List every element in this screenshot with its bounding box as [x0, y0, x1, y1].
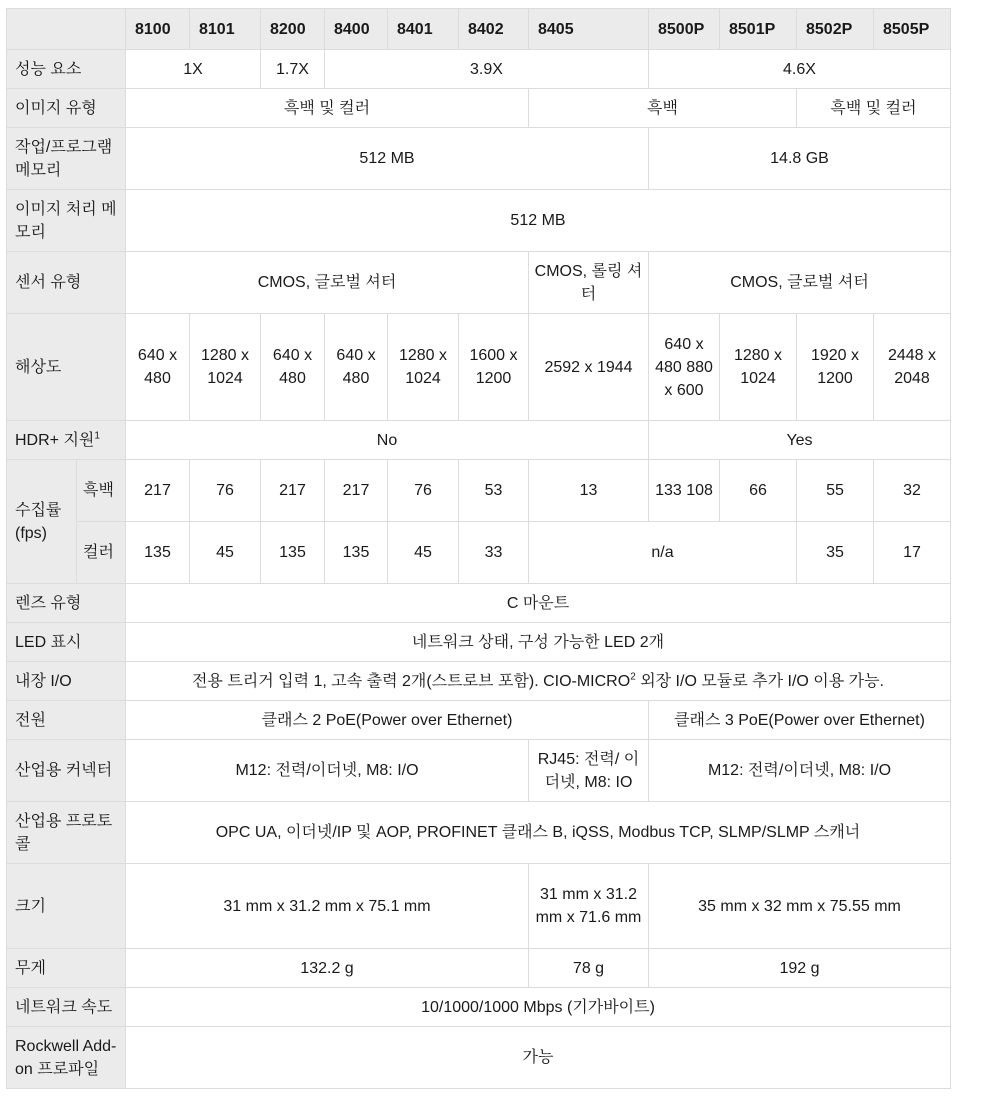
- cell-value: C 마운트: [126, 584, 951, 623]
- model-header: 8100: [126, 9, 190, 50]
- cell-value: 217: [325, 460, 388, 522]
- cell-value: n/a: [529, 522, 797, 584]
- cell-value: 1280 x 1024: [190, 314, 261, 421]
- row-label: 크기: [7, 864, 126, 949]
- model-header: 8401: [388, 9, 459, 50]
- model-header: 8400: [325, 9, 388, 50]
- cell-value: 35 mm x 32 mm x 75.55 mm: [649, 864, 951, 949]
- cell-value: 흑백: [529, 89, 797, 128]
- lens-row: [7, 584, 951, 623]
- cell-value: 640 x 480 880 x 600: [649, 314, 720, 421]
- cell-value: 31 mm x 31.2 mm x 71.6 mm: [529, 864, 649, 949]
- footnote-marker: 2: [630, 671, 636, 683]
- header-row: [7, 9, 951, 50]
- cell-value: 133 108: [649, 460, 720, 522]
- cell-value: RJ45: 전력/ 이더넷, M8: IO: [529, 740, 649, 802]
- cell-value: 135: [126, 522, 190, 584]
- cell-value: 31 mm x 31.2 mm x 75.1 mm: [126, 864, 529, 949]
- row-label: 작업/프로그램 메모리: [7, 128, 126, 190]
- cell-value: CMOS, 글로벌 셔터: [649, 252, 951, 314]
- hdr-row: [7, 421, 951, 460]
- hdr-label-text: HDR+ 지원: [15, 431, 95, 449]
- cell-value: No: [126, 421, 649, 460]
- cell-value: 32: [874, 460, 951, 522]
- performance-row: [7, 50, 951, 89]
- cell-value: 네트워크 상태, 구성 가능한 LED 2개: [126, 623, 951, 662]
- fps-color-row: [7, 522, 951, 584]
- model-header: 8101: [190, 9, 261, 50]
- cell-value: 17: [874, 522, 951, 584]
- resolution-row: [7, 314, 951, 421]
- size-row: [7, 864, 951, 949]
- cell-value: 가능: [126, 1027, 951, 1089]
- row-label: 이미지 유형: [7, 89, 126, 128]
- cell-value: 66: [720, 460, 797, 522]
- cell-value: 132.2 g: [126, 949, 529, 988]
- model-header: 8200: [261, 9, 325, 50]
- cell-value: 78 g: [529, 949, 649, 988]
- cell-value: 4.6X: [649, 50, 951, 89]
- cell-value: 2448 x 2048: [874, 314, 951, 421]
- cell-value: 클래스 2 PoE(Power over Ethernet): [126, 701, 649, 740]
- sub-row-label: 흑백: [77, 460, 126, 522]
- row-label: LED 표시: [7, 623, 126, 662]
- cell-value: 1280 x 1024: [388, 314, 459, 421]
- cell-value: 1.7X: [261, 50, 325, 89]
- cell-value: 45: [388, 522, 459, 584]
- led-row: [7, 623, 951, 662]
- cell-value: [126, 662, 951, 701]
- cell-value: CMOS, 글로벌 셔터: [126, 252, 529, 314]
- spec-table: [6, 8, 951, 1089]
- row-label: 렌즈 유형: [7, 584, 126, 623]
- cell-value: 13: [529, 460, 649, 522]
- sensor-row: [7, 252, 951, 314]
- cell-value: 1X: [126, 50, 261, 89]
- protocol-row: [7, 802, 951, 864]
- row-label: 성능 요소: [7, 50, 126, 89]
- cell-value: 10/1000/1000 Mbps (기가바이트): [126, 988, 951, 1027]
- row-label: 이미지 처리 메모리: [7, 190, 126, 252]
- footnote-marker: 1: [94, 430, 100, 442]
- cell-value: 3.9X: [325, 50, 649, 89]
- io-text-tail: 외장 I/O 모듈로 추가 I/O 이용 가능.: [635, 672, 885, 690]
- model-header: 8501P: [720, 9, 797, 50]
- cell-value: OPC UA, 이더넷/IP 및 AOP, PROFINET 클래스 B, iQSS, Modbus TCP, SLMP/SLMP 스캐너: [126, 802, 951, 864]
- cell-value: 2592 x 1944: [529, 314, 649, 421]
- cell-value: 45: [190, 522, 261, 584]
- cell-value: 1920 x 1200: [797, 314, 874, 421]
- power-row: [7, 701, 951, 740]
- row-label: Rockwell Add-on 프로파일: [7, 1027, 126, 1089]
- cell-value: 640 x 480: [126, 314, 190, 421]
- weight-row: [7, 949, 951, 988]
- cell-value: 1280 x 1024: [720, 314, 797, 421]
- row-label: 네트워크 속도: [7, 988, 126, 1027]
- work-memory-row: [7, 128, 951, 190]
- model-header: 8402: [459, 9, 529, 50]
- header-corner: [7, 9, 126, 50]
- cell-value: 192 g: [649, 949, 951, 988]
- cell-value: CMOS, 롤링 셔터: [529, 252, 649, 314]
- cell-value: 클래스 3 PoE(Power over Ethernet): [649, 701, 951, 740]
- cell-value: 55: [797, 460, 874, 522]
- model-header: 8505P: [874, 9, 951, 50]
- cell-value: M12: 전력/이더넷, M8: I/O: [649, 740, 951, 802]
- addon-row: [7, 1027, 951, 1089]
- model-header: 8502P: [797, 9, 874, 50]
- cell-value: 135: [325, 522, 388, 584]
- network-row: [7, 988, 951, 1027]
- io-text: 전용 트리거 입력 1, 고속 출력 2개(스트로브 포함). CIO-MICRO: [191, 672, 631, 690]
- row-label: [7, 421, 126, 460]
- cell-value: 흑백 및 컬러: [797, 89, 951, 128]
- row-label: 해상도: [7, 314, 126, 421]
- cell-value: M12: 전력/이더넷, M8: I/O: [126, 740, 529, 802]
- connector-row: [7, 740, 951, 802]
- cell-value: 640 x 480: [261, 314, 325, 421]
- cell-value: 640 x 480: [325, 314, 388, 421]
- row-label: 센서 유형: [7, 252, 126, 314]
- sub-row-label: 컬러: [77, 522, 126, 584]
- model-header: 8500P: [649, 9, 720, 50]
- cell-value: 217: [126, 460, 190, 522]
- row-label: 전원: [7, 701, 126, 740]
- cell-value: Yes: [649, 421, 951, 460]
- row-label: 산업용 커넥터: [7, 740, 126, 802]
- image-type-row: [7, 89, 951, 128]
- model-header: 8405: [529, 9, 649, 50]
- row-label: 내장 I/O: [7, 662, 126, 701]
- row-label: 수집률 (fps): [7, 460, 77, 584]
- fps-mono-row: [7, 460, 951, 522]
- row-label: 무게: [7, 949, 126, 988]
- cell-value: 흑백 및 컬러: [126, 89, 529, 128]
- image-memory-row: [7, 190, 951, 252]
- cell-value: 512 MB: [126, 190, 951, 252]
- cell-value: 135: [261, 522, 325, 584]
- cell-value: 14.8 GB: [649, 128, 951, 190]
- cell-value: 1600 x 1200: [459, 314, 529, 421]
- cell-value: 53: [459, 460, 529, 522]
- row-label: 산업용 프로토콜: [7, 802, 126, 864]
- cell-value: 76: [190, 460, 261, 522]
- cell-value: 76: [388, 460, 459, 522]
- cell-value: 512 MB: [126, 128, 649, 190]
- io-row: [7, 662, 951, 701]
- cell-value: 35: [797, 522, 874, 584]
- cell-value: 217: [261, 460, 325, 522]
- cell-value: 33: [459, 522, 529, 584]
